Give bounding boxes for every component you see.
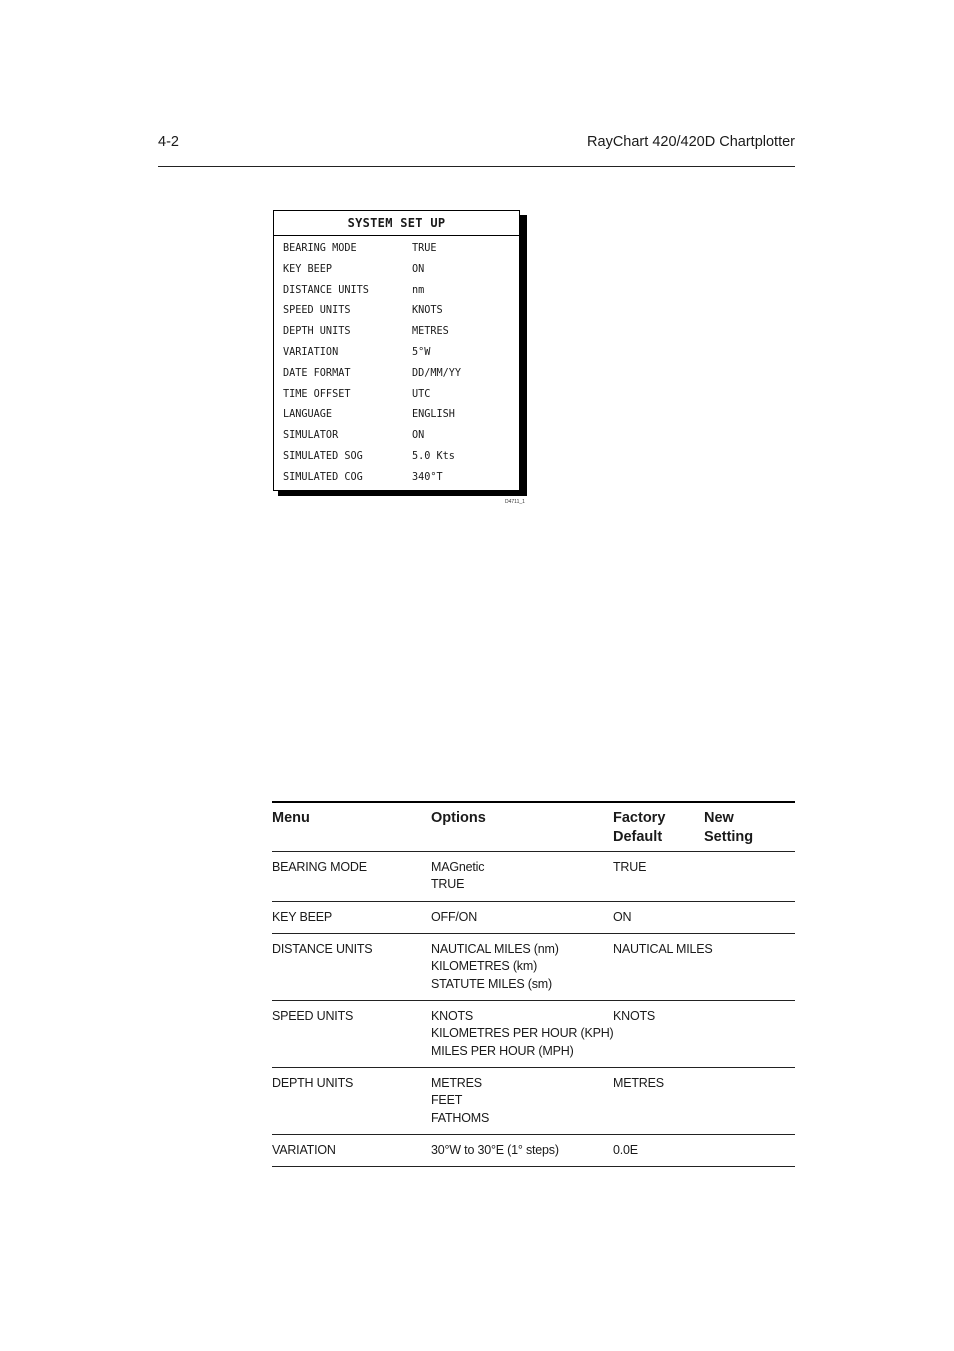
cell-factory-default: TRUE	[613, 860, 647, 874]
screen-row-value: ENGLISH	[412, 409, 455, 421]
option-line: NAUTICAL MILES (nm)	[431, 942, 559, 956]
header-options: Options	[431, 810, 486, 826]
screen-row-label: SPEED UNITS	[283, 305, 351, 317]
screen-row-label: BEARING MODE	[283, 243, 357, 254]
figure-id: D4711_1	[505, 499, 525, 505]
table-row	[272, 1001, 795, 1068]
cell-factory-default: NAUTICAL MILES	[613, 942, 713, 956]
header-menu: Menu	[272, 810, 310, 826]
screen-row-value: KNOTS	[412, 305, 443, 317]
table-row	[272, 1068, 795, 1135]
header-new-setting	[704, 809, 753, 847]
screen-row-value: TRUE	[412, 243, 437, 254]
screen-row-label: TIME OFFSET	[283, 388, 351, 400]
screen-row-label: DISTANCE UNITS	[283, 284, 369, 296]
option-line: MILES PER HOUR (MPH)	[431, 1043, 574, 1058]
screen-row	[274, 260, 519, 281]
table-row	[272, 902, 795, 934]
table-header	[272, 803, 795, 852]
option-line: TRUE	[431, 877, 465, 892]
table-row	[272, 934, 795, 1001]
cell-options	[431, 1075, 489, 1127]
screen-rows	[274, 236, 519, 489]
option-line: MAGnetic	[431, 860, 485, 874]
option-line: KILOMETRES (km)	[431, 959, 538, 974]
screen-row	[274, 385, 519, 406]
cell-menu: DEPTH UNITS	[272, 1076, 354, 1090]
cell-factory-default: KNOTS	[613, 1009, 656, 1023]
screen-row	[274, 322, 519, 343]
cell-options	[431, 909, 477, 926]
screen-row-label: LANGUAGE	[283, 409, 333, 421]
screen-row	[274, 301, 519, 322]
screen-row-value: 5.0 Kts	[412, 450, 455, 462]
screen-row-label: SIMULATOR	[283, 430, 339, 442]
screen-row	[274, 364, 519, 385]
screen-row	[274, 343, 519, 364]
cell-factory-default: 0.0E	[613, 1143, 638, 1157]
screen-row-label: KEY BEEP	[283, 263, 333, 275]
screen-row	[274, 468, 519, 489]
header-factory-default-line: Default	[613, 829, 663, 845]
screen-row-value: DD/MM/YY	[412, 367, 462, 379]
option-line: FATHOMS	[431, 1110, 490, 1125]
header-factory-default-line: Factory	[613, 810, 666, 826]
settings-table	[272, 801, 795, 1167]
cell-options	[431, 1142, 559, 1159]
cell-menu: DISTANCE UNITS	[272, 942, 373, 956]
header-new-setting-line: Setting	[704, 829, 754, 845]
running-title: RayChart 420/420D Chartplotter	[587, 134, 795, 150]
option-line: KILOMETRES PER HOUR (KPH)	[431, 1026, 614, 1041]
cell-options	[431, 859, 484, 894]
screen-row-label: DATE FORMAT	[283, 367, 351, 379]
screen-title: SYSTEM SET UP	[274, 211, 519, 236]
system-setup-screen	[273, 210, 520, 491]
header-rule	[158, 166, 795, 167]
option-line: FEET	[431, 1093, 463, 1108]
cell-factory-default: METRES	[613, 1076, 664, 1090]
cell-factory-default: ON	[613, 910, 632, 924]
option-line: STATUTE MILES (sm)	[431, 976, 552, 991]
screen-row	[274, 239, 519, 260]
screen-row	[274, 405, 519, 426]
option-line: 30°W to 30°E (1° steps)	[431, 1143, 559, 1157]
screen-row-value: METRES	[412, 326, 449, 338]
header-factory-default	[613, 809, 665, 847]
option-line: OFF/ON	[431, 910, 478, 924]
screen-row-value: 340°T	[412, 471, 443, 483]
screen-row	[274, 447, 519, 468]
table-row	[272, 852, 795, 902]
screen-row-value: ON	[412, 263, 425, 275]
screen-row-label: SIMULATED SOG	[283, 450, 363, 462]
cell-menu: KEY BEEP	[272, 910, 333, 924]
header-new-setting-line: New	[704, 810, 734, 826]
screen-row	[274, 426, 519, 447]
table-body	[272, 852, 795, 1167]
screen-row-value: nm	[412, 284, 425, 296]
cell-menu: VARIATION	[272, 1143, 336, 1157]
cell-menu: BEARING MODE	[272, 860, 367, 874]
cell-menu: SPEED UNITS	[272, 1009, 354, 1023]
screen-row-label: SIMULATED COG	[283, 471, 363, 483]
option-line: METRES	[431, 1076, 482, 1090]
screen-row-value: ON	[412, 430, 425, 442]
screen-row-label: DEPTH UNITS	[283, 326, 351, 338]
screen-row-value: UTC	[412, 388, 431, 400]
cell-options	[431, 941, 559, 993]
cell-options	[431, 1008, 614, 1060]
screen-row-value: 5°W	[412, 346, 431, 358]
table-row	[272, 1135, 795, 1167]
screen-row	[274, 281, 519, 302]
option-line: KNOTS	[431, 1009, 474, 1023]
page-number: 4-2	[158, 134, 179, 150]
screen-row-label: VARIATION	[283, 346, 339, 358]
